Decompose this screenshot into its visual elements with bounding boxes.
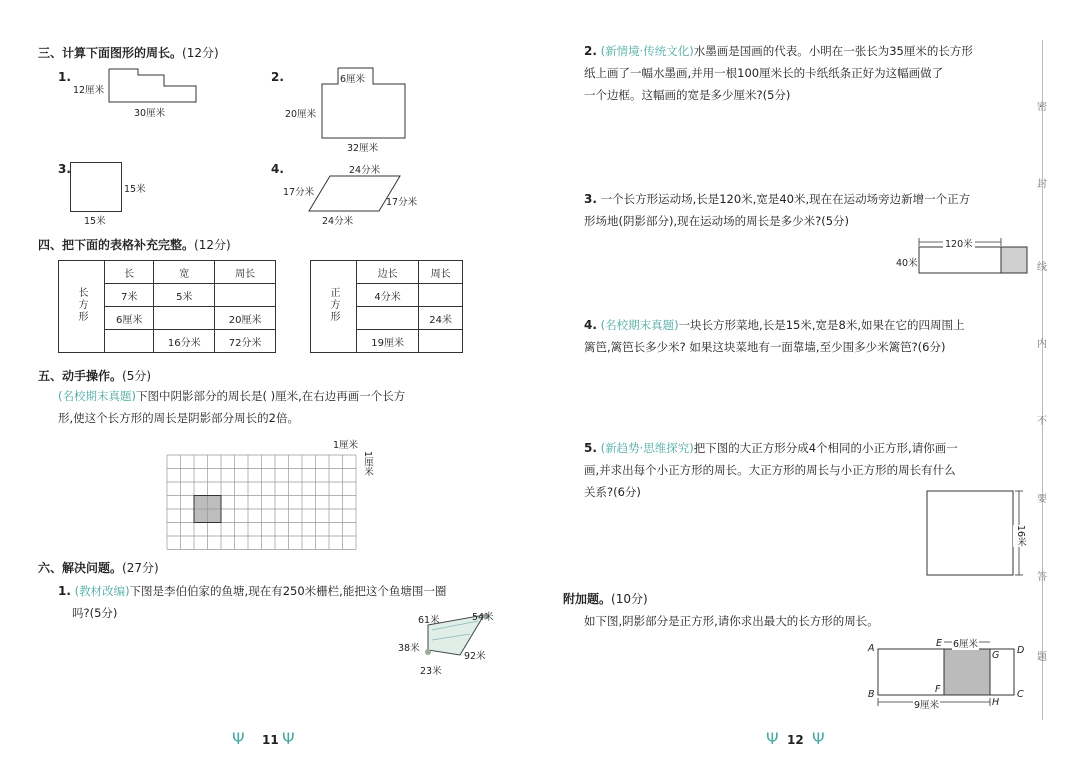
- rect-header-length: 长: [105, 261, 154, 284]
- grid-v-unit-label: 1厘米: [362, 451, 373, 477]
- grid-h-unit-label: 1厘米: [333, 440, 359, 451]
- square-table: [310, 260, 463, 353]
- margin-char: 要: [1037, 494, 1047, 505]
- q3-width-label: 40米: [896, 258, 918, 269]
- point-f-label: F: [935, 684, 941, 695]
- q5-text: 5. (新趋势·思维探究)把下图的大正方形分成4个相同的小正方形,请你画一 画,并求出每个小正方形的周长。大正方形的周长与小正方形的周长有什么 关系?(6分): [584, 441, 958, 499]
- rect-header-perimeter: 周长: [215, 261, 276, 284]
- fig3-side-label: 15米: [124, 184, 146, 195]
- fig3-number: 3.: [58, 162, 71, 176]
- rectangle-table: [58, 260, 276, 353]
- rect-table-row-label: 长方形: [59, 261, 105, 353]
- point-b-label: B: [868, 689, 875, 700]
- binding-line: [1042, 40, 1043, 720]
- fig4-right-label: 17分米: [386, 197, 418, 208]
- point-h-label: H: [992, 697, 1000, 708]
- table-cell: 6厘米: [105, 307, 154, 330]
- page-number-left: 11: [262, 733, 279, 747]
- pond-label-a: 61米: [418, 615, 440, 626]
- fig2-bottom-label: 32厘米: [347, 143, 379, 154]
- pond-label-b: 54米: [472, 612, 494, 623]
- table-cell: 5米: [154, 284, 215, 307]
- fig4-top-label: 24分米: [349, 165, 381, 176]
- bonus-text: 如下图,阴影部分是正方形,请你求出最大的长方形的周长。: [584, 614, 879, 628]
- margin-char: 不: [1037, 416, 1047, 427]
- point-d-label: D: [1017, 645, 1025, 656]
- point-a-label: A: [868, 643, 875, 654]
- palm-icon: Ψ: [766, 729, 779, 748]
- table-cell[interactable]: [154, 307, 215, 330]
- bonus-top-label: 6厘米: [952, 636, 979, 650]
- fig4-number: 4.: [271, 162, 284, 176]
- margin-char: 密: [1037, 102, 1047, 113]
- table-cell: 72分米: [215, 330, 276, 353]
- pond-label-d: 92米: [464, 651, 486, 662]
- palm-icon: Ψ: [812, 729, 825, 748]
- sq-header-side: 边长: [357, 261, 419, 284]
- q5-side-label: 16米: [1015, 525, 1026, 547]
- bonus-figure: [0, 0, 1, 1]
- palm-icon: Ψ: [282, 729, 295, 748]
- section-5-text: (名校期末真题)下图中阴影部分的周长是( )厘米,在右边再画一个长方 形,使这个长方形的周长是阴影部分周长的2倍。: [58, 389, 406, 425]
- tag-label: (新趋势·思维探究): [600, 441, 694, 455]
- fig2-number: 2.: [271, 70, 284, 84]
- tag-label: (教材改编): [74, 584, 130, 598]
- margin-char: 封: [1037, 179, 1047, 190]
- tag-label: (名校期末真题): [58, 389, 136, 403]
- margin-char: 题: [1037, 652, 1047, 663]
- table-cell[interactable]: [419, 330, 463, 353]
- palm-icon: Ψ: [232, 729, 245, 748]
- q4-text: 4. (名校期末真题)一块长方形菜地,长是15米,宽是8米,如果在它的四周围上 篱笆,篱笆长多少米? 如果这块菜地有一面靠墙,至少围多少米篱笆?(6分): [584, 318, 965, 354]
- point-c-label: C: [1017, 689, 1024, 700]
- pond-label-e: 23米: [420, 666, 442, 677]
- pond-label-c: 38米: [398, 643, 420, 654]
- fig3-bottom-label: 15米: [84, 216, 106, 227]
- point-e-label: E: [936, 638, 943, 649]
- fig4-bottom-label: 24分米: [322, 216, 354, 227]
- section-6-title: 六、解决问题。(27分): [38, 561, 159, 575]
- q3-length-label: 120米: [943, 236, 975, 250]
- tag-label: (名校期末真题): [600, 318, 679, 332]
- margin-char: 答: [1037, 572, 1047, 583]
- margin-char: 线: [1037, 262, 1047, 273]
- table-cell: 4分米: [357, 284, 419, 307]
- table-cell: 24米: [419, 307, 463, 330]
- q2-text: 2. (新情境·传统文化)水墨画是国画的代表。小明在一张长为35厘米的长方形 纸上画了一幅水墨画,并用一根100厘米长的卡纸纸条正好为这幅画做了 一个边框。这幅画的宽是多少厘米?(5分): [584, 44, 973, 102]
- tag-label: (新情境·传统文化): [600, 44, 694, 58]
- table-cell: 16分米: [154, 330, 215, 353]
- table-cell[interactable]: [419, 284, 463, 307]
- section-5-title: 五、动手操作。(5分): [38, 369, 152, 383]
- q3-text: 3. 一个长方形运动场,长是120米,宽是40米,现在在运动场旁边新增一个正方 形场地(阴影部分),现在运动场的周长是多少米?(5分): [584, 192, 971, 228]
- bonus-title: 附加题。(10分): [563, 592, 648, 606]
- table-cell[interactable]: [215, 284, 276, 307]
- page-number-right: 12: [787, 733, 804, 747]
- table-cell[interactable]: [357, 307, 419, 330]
- table-cell[interactable]: [105, 330, 154, 353]
- margin-char: 内: [1037, 339, 1047, 350]
- section-4-title: 四、把下面的表格补充完整。(12分): [38, 238, 231, 252]
- table-cell: 20厘米: [215, 307, 276, 330]
- fig1-number: 1.: [58, 70, 71, 84]
- fig2-top-label: 6厘米: [340, 74, 366, 85]
- fig1-side-label: 12厘米: [73, 85, 105, 96]
- bonus-bottom-label: 9厘米: [913, 697, 940, 711]
- fig4-left-label: 17分米: [283, 187, 315, 198]
- table-cell: 19厘米: [357, 330, 419, 353]
- point-g-label: G: [992, 650, 1000, 661]
- fig1-bottom-label: 30厘米: [134, 108, 166, 119]
- section-3-title: 三、计算下面图形的周长。(12分): [38, 46, 219, 60]
- sq-header-perimeter: 周长: [419, 261, 463, 284]
- table-cell: 7米: [105, 284, 154, 307]
- q1-text: 1. (教材改编)下图是李伯伯家的鱼塘,现在有250米栅栏,能把这个鱼塘围一圈 吗?(5分): [58, 584, 447, 620]
- sq-table-row-label: 正方形: [311, 261, 357, 353]
- rect-header-width: 宽: [154, 261, 215, 284]
- fig3-square: [70, 162, 122, 212]
- fig2-side-label: 20厘米: [285, 109, 317, 120]
